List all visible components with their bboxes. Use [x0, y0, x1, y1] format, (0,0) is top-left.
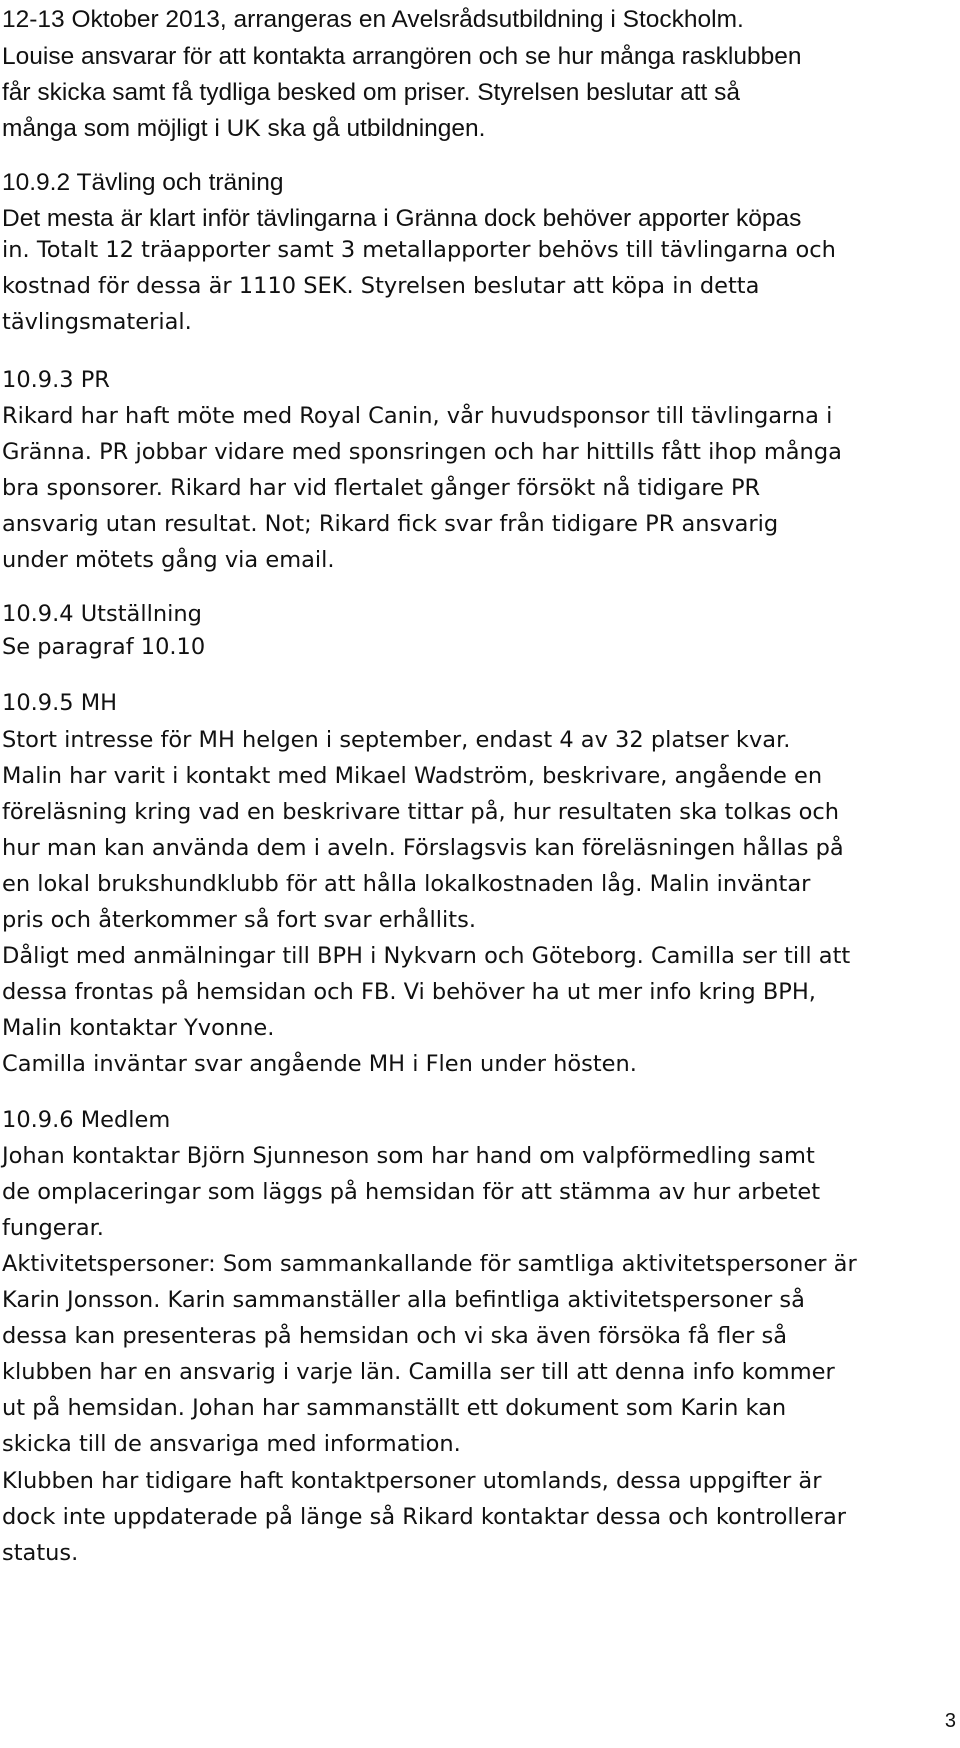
- paragraph-line: de omplaceringar som läggs på hemsidan för att stämma av hur arbetet: [2, 1179, 821, 1205]
- paragraph-line: dessa kan presenteras på hemsidan och vi ska även försöka få fler så: [2, 1323, 788, 1349]
- paragraph-line: Malin har varit i kontakt med Mikael Wadström, beskrivare, angående en: [2, 763, 823, 789]
- paragraph-line: hur man kan använda dem i aveln. Förslagsvis kan föreläsningen hållas på: [2, 835, 844, 861]
- paragraph-line: Rikard har haft möte med Royal Canin, vår huvudsponsor till tävlingarna i: [2, 403, 833, 429]
- section-heading-line: 10.9.2 Tävling och träning: [2, 169, 284, 196]
- paragraph-line: kostnad för dessa är 1110 SEK. Styrelsen beslutar att köpa in detta: [2, 273, 760, 299]
- paragraph-line: bra sponsorer. Rikard har vid flertalet gånger försökt nå tidigare PR: [2, 475, 761, 501]
- paragraph-line: ansvarig utan resultat. Not; Rikard fick svar från tidigare PR ansvarig: [2, 511, 779, 537]
- paragraph-line: tävlingsmaterial.: [2, 309, 192, 335]
- paragraph-line: status.: [2, 1540, 79, 1566]
- paragraph-line: Louise ansvarar för att kontakta arrangören och se hur många rasklubben: [2, 43, 802, 70]
- paragraph-line: många som möjligt i UK ska gå utbildningen.: [2, 115, 486, 142]
- paragraph-line: klubben har en ansvarig i varje län. Camilla ser till att denna info kommer: [2, 1359, 835, 1385]
- paragraph-line: Aktivitetspersoner: Som sammankallande för samtliga aktivitetspersoner är: [2, 1251, 857, 1277]
- paragraph-line: skicka till de ansvariga med information.: [2, 1431, 461, 1457]
- paragraph-line: föreläsning kring vad en beskrivare tittar på, hur resultaten ska tolkas och: [2, 799, 840, 825]
- paragraph-line: får skicka samt få tydliga besked om priser. Styrelsen beslutar att så: [2, 79, 741, 106]
- section-heading-line: in. Totalt 12 träapporter samt 3 metallapporter behövs till tävlingarna och: [2, 237, 836, 263]
- paragraph-line: Malin kontaktar Yvonne.: [2, 1015, 275, 1041]
- section-heading-line: 10.9.3 PR: [2, 367, 110, 393]
- section-heading-line: 12-13 Oktober 2013, arrangeras en Avelsrådsutbildning i Stockholm.: [2, 6, 744, 33]
- paragraph-line: Klubben har tidigare haft kontaktpersoner utomlands, dessa uppgifter är: [2, 1468, 822, 1494]
- paragraph-line: en lokal brukshundklubb för att hålla lokalkostnaden låg. Malin inväntar: [2, 871, 811, 897]
- paragraph-line: Stort intresse för MH helgen i september, endast 4 av 32 platser kvar.: [2, 727, 791, 753]
- paragraph-line: Johan kontaktar Björn Sjunneson som har hand om valpförmedling samt: [2, 1143, 815, 1169]
- paragraph-line: fungerar.: [2, 1215, 104, 1241]
- section-heading-line: 10.9.5 MH: [2, 690, 118, 716]
- paragraph-line: Gränna. PR jobbar vidare med sponsringen och har hittills fått ihop många: [2, 439, 842, 465]
- paragraph-line: pris och återkommer så fort svar erhållits.: [2, 907, 476, 933]
- paragraph-line: dessa frontas på hemsidan och FB. Vi behöver ha ut mer info kring BPH,: [2, 979, 816, 1005]
- paragraph-line: Dåligt med anmälningar till BPH i Nykvarn och Göteborg. Camilla ser till att: [2, 943, 851, 969]
- paragraph-line: dock inte uppdaterade på länge så Rikard kontaktar dessa och kontrollerar: [2, 1504, 847, 1530]
- paragraph-line: Camilla inväntar svar angående MH i Flen under hösten.: [2, 1051, 637, 1077]
- paragraph-line: Se paragraf 10.10: [2, 634, 206, 660]
- section-heading-line: 10.9.4 Utställning: [2, 601, 202, 627]
- paragraph-line: ut på hemsidan. Johan har sammanställt ett dokument som Karin kan: [2, 1395, 787, 1421]
- paragraph-line: Karin Jonsson. Karin sammanställer alla befintliga aktivitetspersoner så: [2, 1287, 805, 1313]
- page-number: 3: [944, 1710, 956, 1732]
- paragraph-line: Det mesta är klart inför tävlingarna i Gränna dock behöver apporter köpas: [2, 205, 802, 232]
- paragraph-line: under mötets gång via email.: [2, 547, 335, 573]
- section-heading-line: 10.9.6 Medlem: [2, 1107, 171, 1133]
